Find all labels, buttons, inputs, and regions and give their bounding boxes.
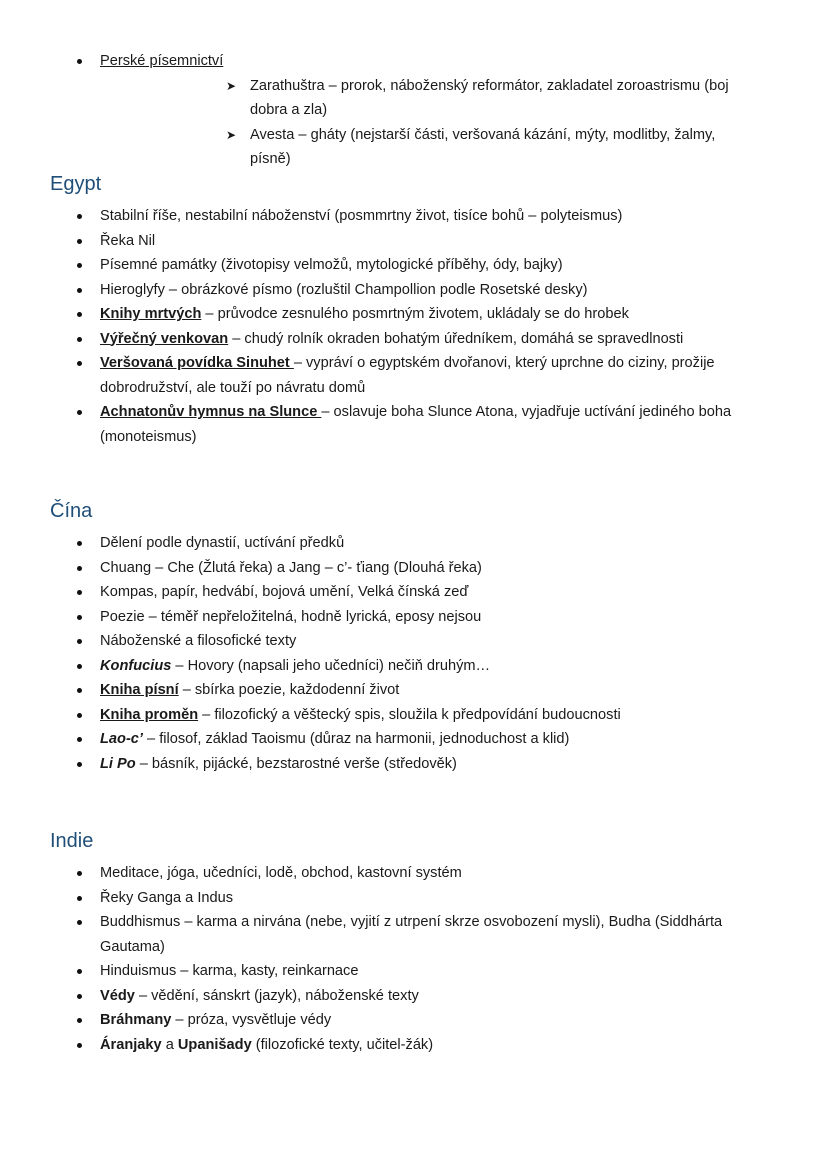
bullet-icon xyxy=(77,737,82,742)
item-text: Chuang – Che (Žlutá řeka) a Jang – c’- ťiang (Dlouhá řeka) xyxy=(100,559,482,576)
list-item xyxy=(0,629,828,654)
item-title: Kniha proměn xyxy=(100,706,199,723)
list-item xyxy=(0,400,828,449)
section-heading: Egypt xyxy=(50,173,102,195)
list-item xyxy=(0,605,828,630)
bullet-icon xyxy=(77,1043,82,1048)
bullet-icon xyxy=(77,59,82,64)
list-item xyxy=(0,229,828,254)
section-heading: Indie xyxy=(50,830,94,852)
bullet-icon xyxy=(77,239,82,244)
list-item xyxy=(0,654,828,679)
list-item xyxy=(0,727,828,752)
bullet-icon xyxy=(77,920,82,925)
bullet-icon xyxy=(77,994,82,999)
china-section xyxy=(0,498,828,776)
item-text: Řeky Ganga a Indus xyxy=(100,889,234,906)
bullet-icon xyxy=(77,969,82,974)
item-text: Náboženské a filosofické texty xyxy=(100,633,297,649)
list-item xyxy=(0,278,828,303)
bullet-icon xyxy=(77,762,82,767)
arrow-bullet-icon: ➤ xyxy=(226,127,237,142)
bullet-icon xyxy=(77,337,82,342)
list-item xyxy=(0,204,828,229)
list-item xyxy=(0,1033,828,1058)
list-item xyxy=(0,580,828,605)
bullet-icon xyxy=(77,214,82,219)
list-item xyxy=(0,302,828,327)
list-item xyxy=(0,861,828,886)
item-title: Bráhmany xyxy=(100,1012,172,1028)
list-item xyxy=(0,703,828,728)
list-item xyxy=(0,910,828,959)
bullet-icon xyxy=(77,288,82,293)
item-title: Konfucius xyxy=(100,657,172,674)
bullet-icon xyxy=(77,590,82,595)
item-title: Výřečný venkovan xyxy=(100,330,229,347)
sub-item-text: Avesta – gháty (nejstarší části, veršovaná kázání, mýty, modlitby, žalmy, písně) xyxy=(250,126,716,167)
item-title: Áranjaky xyxy=(100,1036,162,1053)
item-text: Písemné památky (životopisy velmožů, mytologické příběhy, ódy, bajky) xyxy=(100,257,563,273)
list-item xyxy=(0,886,828,911)
item-text: Kompas, papír, hedvábí, bojová umění, Velká čínská zeď xyxy=(100,584,469,600)
item-text: a xyxy=(161,1036,178,1053)
item-text: – Hovory (napsali jeho učedníci) nečiň druhým… xyxy=(171,657,491,674)
arrow-bullet-icon: ➤ xyxy=(226,78,237,93)
sub-item-text: Zarathuštra – prorok, náboženský reformátor, zakladatel zoroastrismu (boj dobra a zla) xyxy=(250,77,729,118)
bullet-icon xyxy=(77,541,82,546)
bullet-icon xyxy=(77,615,82,620)
bullet-icon xyxy=(77,871,82,876)
list-item xyxy=(0,253,828,278)
item-text: – průvodce zesnulého posmrtným životem, ukládaly se do hrobek xyxy=(201,306,629,322)
bullet-icon xyxy=(77,566,82,571)
list-item xyxy=(0,678,828,703)
item-text: Řeka Nil xyxy=(100,232,156,249)
item-text: Poezie – téměř nepřeložitelná, hodně lyrická, eposy nejsou xyxy=(100,608,482,625)
item-text: – filozofický a věštecký spis, sloužila k předpovídání budoucnosti xyxy=(198,706,621,723)
item-text: – sbírka poezie, každodenní život xyxy=(178,682,400,698)
persian-section xyxy=(0,49,828,172)
bullet-icon xyxy=(77,896,82,901)
item-text: – básník, pijácké, bezstarostné verše (středověk) xyxy=(135,755,457,772)
bullet-icon xyxy=(77,312,82,317)
item-title: Knihy mrtvých xyxy=(100,306,202,322)
list-item xyxy=(0,351,828,400)
section-heading: Čína xyxy=(50,500,93,522)
item-text: – oslavuje boha Slunce Atona, vyjadřuje uctívání jediného boha (monoteismus) xyxy=(100,404,732,445)
item-text: Meditace, jóga, učedníci, lodě, obchod, kastovní systém xyxy=(100,865,462,881)
item-text: Hieroglyfy – obrázkové písmo (rozluštil Champollion podle Rosetské desky) xyxy=(100,281,588,298)
list-item xyxy=(0,984,828,1009)
item-title: Kniha písní xyxy=(100,682,179,698)
persian-title: Perské písemnictví xyxy=(100,53,224,69)
item-text: Dělení podle dynastií, uctívání předků xyxy=(100,535,345,551)
item-title: Veršovaná povídka Sinuhet xyxy=(100,355,294,371)
egypt-section xyxy=(0,171,828,449)
list-item xyxy=(0,959,828,984)
item-text: Buddhismus – karma a nirvána (nebe, vyjití z utrpení skrze osvobození mysli), Budha (Siddhárta Gautama) xyxy=(100,914,723,955)
item-text: – chudý rolník okraden bohatým úředníkem, domáhá se spravedlnosti xyxy=(228,330,684,347)
list-item xyxy=(0,752,828,777)
bullet-icon xyxy=(77,688,82,693)
item-text: – filosof, základ Taoismu (důraz na harmonii, jednoduchost a klid) xyxy=(142,731,570,747)
bullet-icon xyxy=(77,664,82,669)
list-item xyxy=(0,1008,828,1033)
list-item xyxy=(0,49,828,172)
sub-list-item xyxy=(100,74,780,123)
bullet-icon xyxy=(77,639,82,644)
bullet-icon xyxy=(77,713,82,718)
sub-list-item xyxy=(100,123,780,172)
item-text: Hinduismus – karma, kasty, reinkarnace xyxy=(100,963,359,979)
item-title: Li Po xyxy=(100,755,136,772)
item-text: Stabilní říše, nestabilní náboženství (posmmrtny život, tisíce bohů – polyteismus) xyxy=(100,208,623,224)
bullet-icon xyxy=(77,410,82,415)
item-title: Achnatonův hymnus na Slunce xyxy=(100,404,322,420)
item-text: – próza, vysvětluje védy xyxy=(171,1012,332,1028)
item-text: (filozofické texty, učitel-žák) xyxy=(251,1036,434,1053)
bullet-icon xyxy=(77,263,82,268)
list-item xyxy=(0,531,828,556)
item-text: – vypráví o egyptském dvořanovi, který uprchne do ciziny, prožije dobrodružství, ale touží po návratu domů xyxy=(100,355,715,396)
item-title: Upanišady xyxy=(177,1036,252,1053)
list-item xyxy=(0,556,828,581)
list-item xyxy=(0,327,828,352)
item-text: – vědění, sánskrt (jazyk), náboženské texty xyxy=(134,987,419,1004)
item-title: Védy xyxy=(100,987,135,1004)
bullet-icon xyxy=(77,1018,82,1023)
item-title: Lao-c’ xyxy=(100,731,143,747)
bullet-icon xyxy=(77,361,82,366)
india-section xyxy=(0,828,828,1057)
